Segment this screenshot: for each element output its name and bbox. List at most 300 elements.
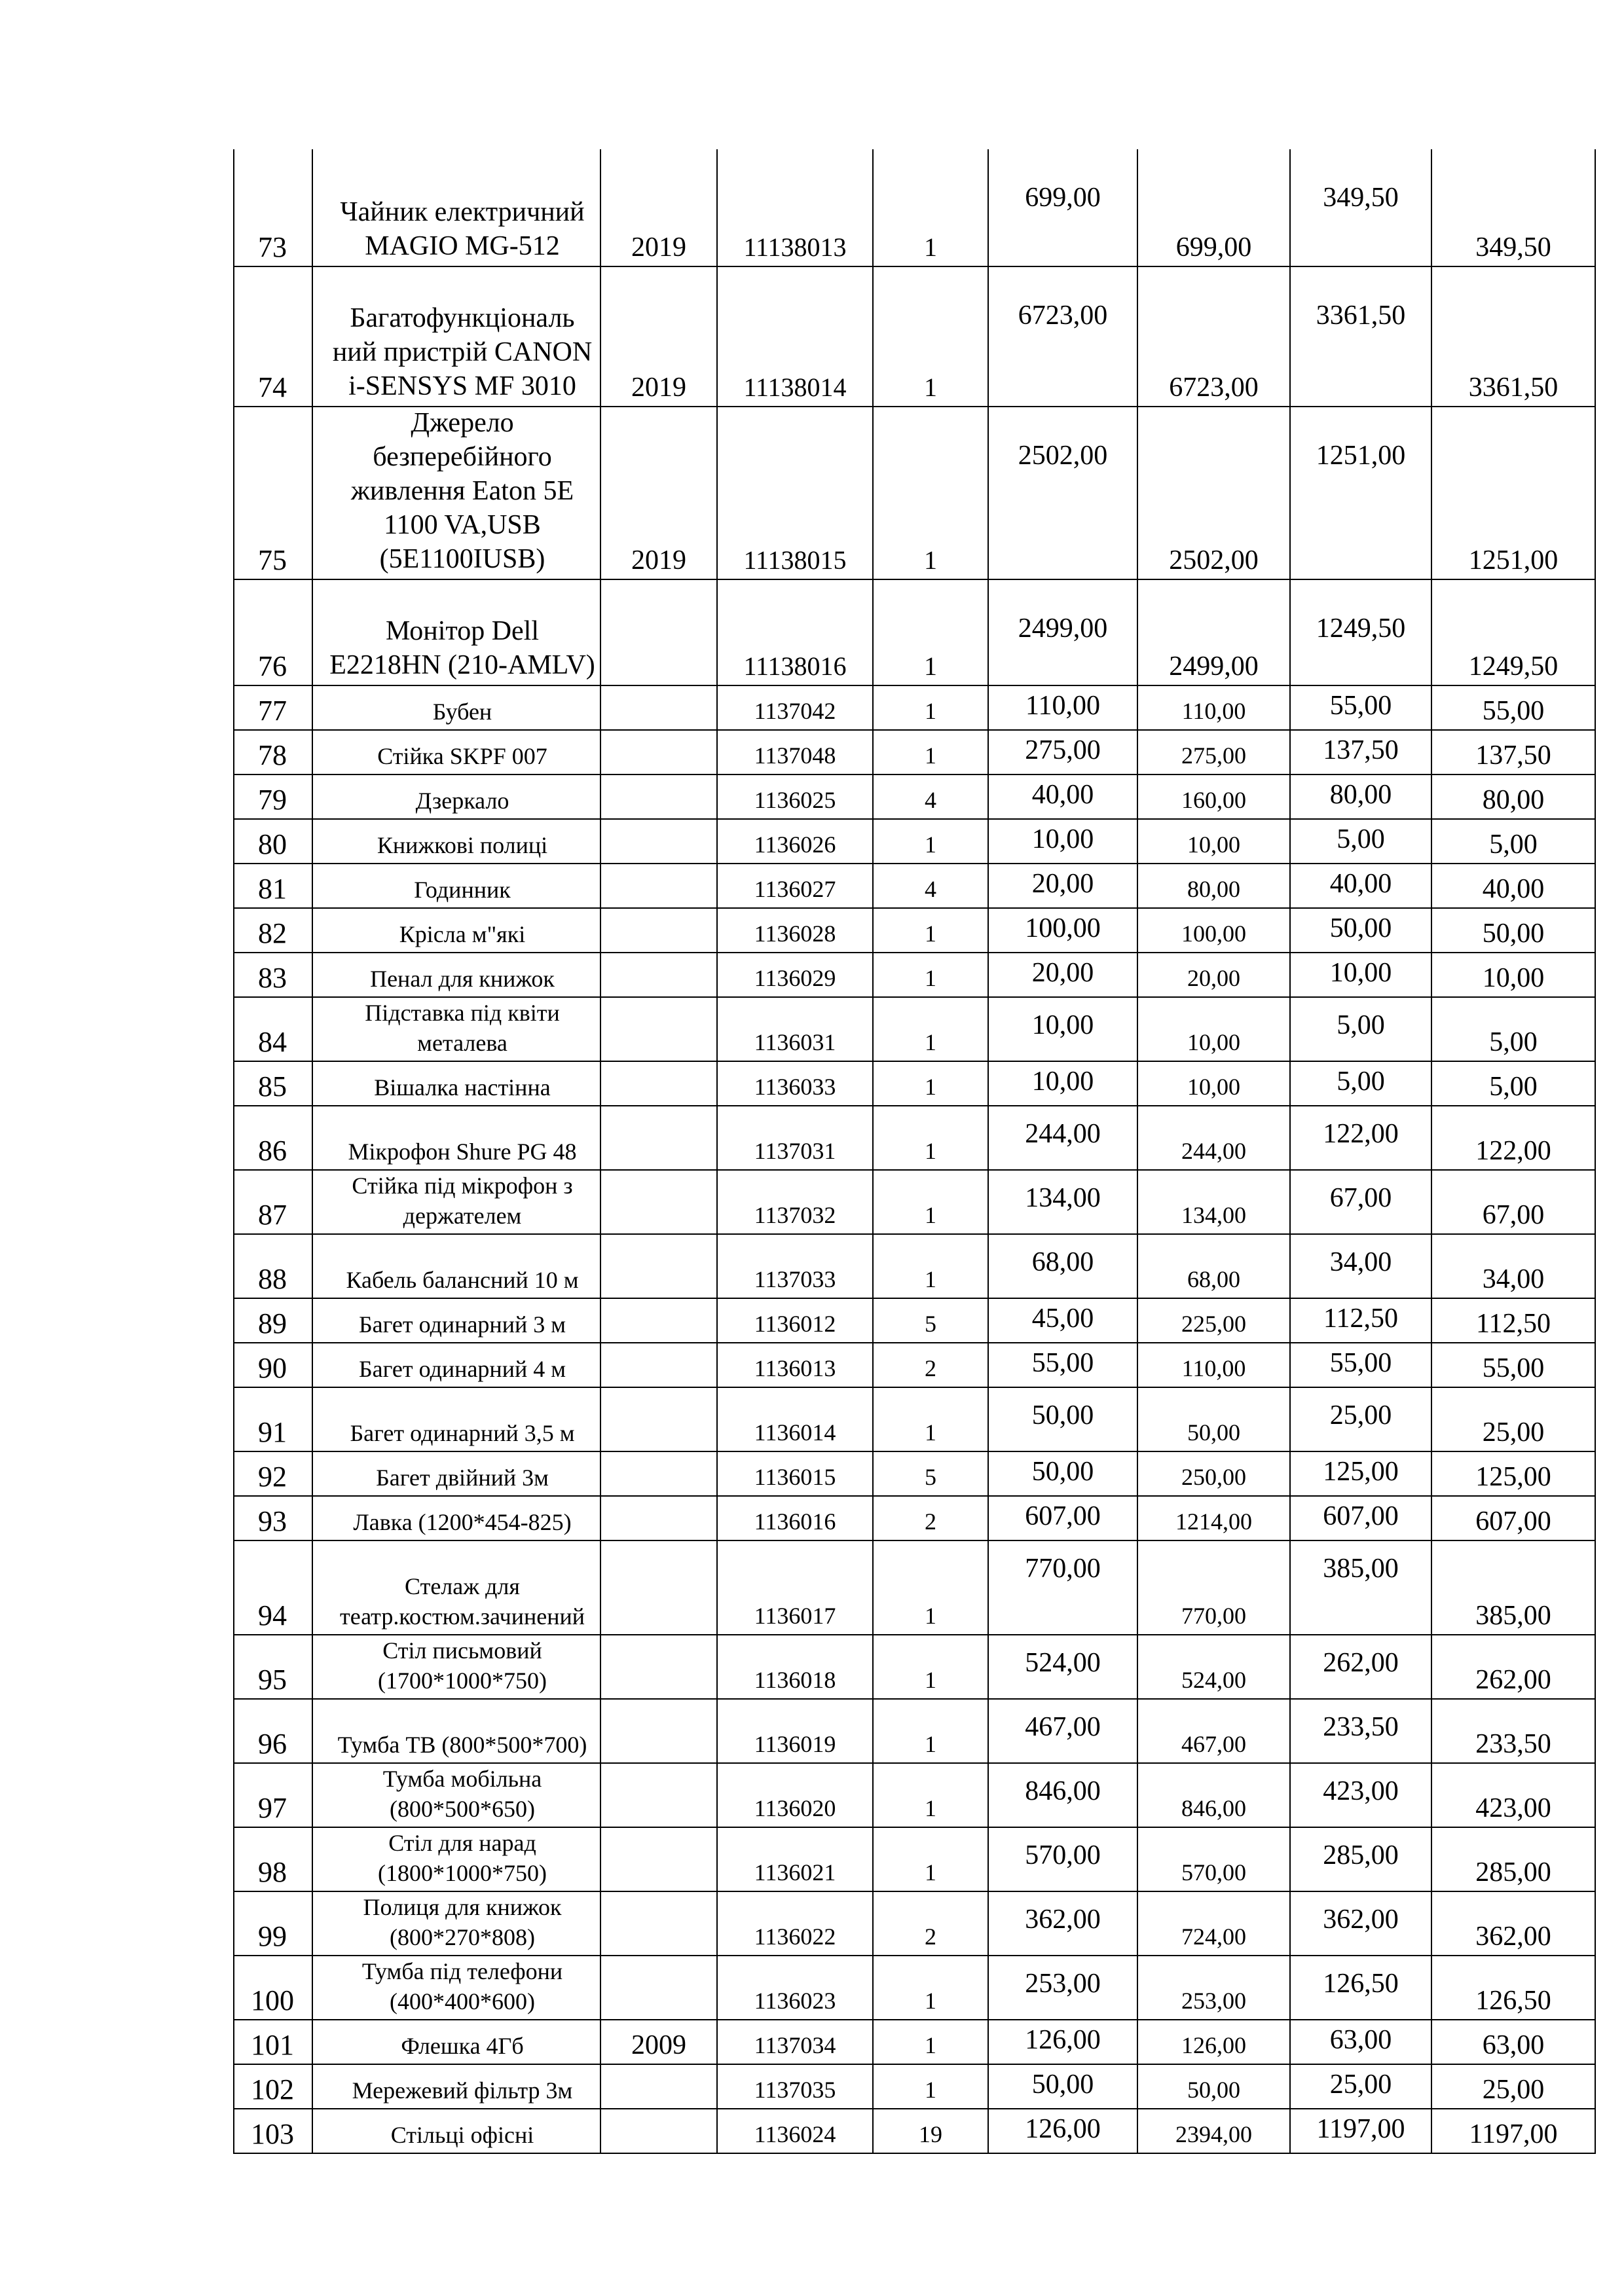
- item-quantity: 1: [925, 1731, 936, 1757]
- unit-price: 55,00: [1031, 1348, 1094, 1378]
- inventory-number-cell: [717, 2109, 873, 2153]
- item-quantity: 1: [925, 1859, 936, 1886]
- inventory-number-cell: [717, 1298, 873, 1343]
- unit-price-cell: [988, 1635, 1137, 1699]
- depreciation-value: 25,00: [1329, 2069, 1392, 2100]
- total-sum-cell: [1137, 407, 1290, 579]
- item-year-cell: [600, 1699, 717, 1763]
- item-name: Джерело безперебійного живлення Eaton 5E 1100 VA,USB (5E1100IUSB): [350, 408, 574, 574]
- unit-price: 50,00: [1031, 2069, 1094, 2100]
- item-quantity-cell: [873, 908, 988, 953]
- table-row: [234, 407, 1595, 579]
- unit-price-cell: [988, 1699, 1137, 1763]
- item-year-cell: [600, 2020, 717, 2064]
- depreciation-value-cell: [1290, 1298, 1431, 1343]
- inventory-number: 1136027: [754, 876, 836, 902]
- depreciation-value-cell: [1290, 730, 1431, 774]
- item-quantity-cell: [873, 266, 988, 407]
- item-quantity-cell: [873, 1699, 988, 1763]
- item-name-cell: [312, 997, 600, 1061]
- item-name-cell: [312, 1170, 600, 1234]
- depreciation-value-cell: [1290, 579, 1431, 685]
- depreciation-value-cell: [1290, 953, 1431, 997]
- residual-value: 25,00: [1482, 2075, 1545, 2105]
- inventory-number-cell: [717, 730, 873, 774]
- total-sum-cell: [1137, 266, 1290, 407]
- depreciation-value: 40,00: [1329, 869, 1392, 899]
- unit-price: 467,00: [1025, 1712, 1101, 1742]
- row-number: 80: [258, 828, 287, 860]
- inventory-number-cell: [717, 1061, 873, 1106]
- item-quantity: 1: [925, 1988, 936, 2014]
- residual-value-cell: [1431, 149, 1595, 266]
- inventory-number: 1137032: [754, 1202, 836, 1228]
- item-year: 2019: [631, 545, 686, 575]
- residual-value: 80,00: [1482, 785, 1545, 815]
- depreciation-value: 80,00: [1329, 780, 1392, 810]
- table-row: [234, 1298, 1595, 1343]
- item-year-cell: [600, 149, 717, 266]
- row-number: 91: [258, 1416, 287, 1448]
- total-sum: 467,00: [1181, 1731, 1246, 1757]
- item-quantity: 1: [925, 1419, 936, 1446]
- item-quantity-cell: [873, 1061, 988, 1106]
- depreciation-value-cell: [1290, 997, 1431, 1061]
- residual-value: 67,00: [1482, 1200, 1545, 1230]
- depreciation-value: 349,50: [1323, 183, 1399, 213]
- table-row: [234, 1387, 1595, 1451]
- inventory-table: [233, 149, 1596, 2154]
- item-name-cell: [312, 1540, 600, 1635]
- inventory-number-cell: [717, 1635, 873, 1699]
- inventory-number: 1136029: [754, 965, 836, 991]
- item-year-cell: [600, 997, 717, 1061]
- depreciation-value-cell: [1290, 266, 1431, 407]
- table-row: [234, 149, 1595, 266]
- total-sum-cell: [1137, 1106, 1290, 1170]
- total-sum: 110,00: [1181, 698, 1246, 724]
- inventory-number-cell: [717, 864, 873, 908]
- item-name: Тумба під телефони (400*400*600): [361, 1958, 563, 2014]
- residual-value-cell: [1431, 1699, 1595, 1763]
- inventory-number: 1136012: [754, 1311, 836, 1337]
- unit-price-cell: [988, 1496, 1137, 1540]
- inventory-number-cell: [717, 1106, 873, 1170]
- total-sum-cell: [1137, 685, 1290, 730]
- item-name-cell: [312, 1387, 600, 1451]
- item-name: Стійка SKPF 007: [377, 743, 547, 769]
- row-number-cell: [234, 2020, 312, 2064]
- inventory-number-cell: [717, 953, 873, 997]
- row-number: 92: [258, 1461, 287, 1493]
- residual-value-cell: [1431, 1234, 1595, 1298]
- inventory-number: 1136033: [754, 1074, 836, 1100]
- depreciation-value-cell: [1290, 685, 1431, 730]
- item-quantity: 1: [925, 1266, 936, 1292]
- inventory-number: 1136013: [754, 1355, 836, 1381]
- item-quantity: 1: [924, 373, 937, 402]
- item-quantity: 19: [919, 2121, 942, 2147]
- item-year-cell: [600, 1343, 717, 1387]
- item-name: Чайник електричний MAGIO MG-512: [340, 197, 585, 261]
- total-sum: 2394,00: [1175, 2121, 1252, 2147]
- table-row: [234, 1891, 1595, 1956]
- residual-value: 233,50: [1475, 1729, 1551, 1759]
- depreciation-value: 55,00: [1329, 1348, 1392, 1378]
- item-quantity-cell: [873, 1106, 988, 1170]
- inventory-number: 1136026: [754, 831, 836, 858]
- row-number: 84: [258, 1026, 287, 1058]
- row-number-cell: [234, 407, 312, 579]
- depreciation-value-cell: [1290, 1061, 1431, 1106]
- total-sum-cell: [1137, 908, 1290, 953]
- item-name-cell: [312, 864, 600, 908]
- inventory-number: 1136025: [754, 787, 836, 813]
- unit-price: 275,00: [1025, 735, 1101, 765]
- table-row: [234, 774, 1595, 819]
- item-quantity-cell: [873, 407, 988, 579]
- row-number: 95: [258, 1664, 287, 1696]
- residual-value: 285,00: [1475, 1857, 1551, 1887]
- unit-price: 100,00: [1025, 913, 1101, 943]
- row-number-cell: [234, 1343, 312, 1387]
- item-quantity: 1: [925, 1202, 936, 1228]
- item-name: Багет двійний 3м: [376, 1465, 549, 1491]
- total-sum: 846,00: [1181, 1795, 1246, 1821]
- inventory-number-cell: [717, 407, 873, 579]
- inventory-number: 1136022: [754, 1923, 836, 1950]
- inventory-number: 1136021: [754, 1859, 836, 1886]
- inventory-number: 1136015: [754, 1464, 836, 1490]
- row-number-cell: [234, 1763, 312, 1827]
- item-name: Стелаж для театр.костюм.зачинений: [339, 1573, 585, 1630]
- item-year-cell: [600, 730, 717, 774]
- total-sum-cell: [1137, 953, 1290, 997]
- inventory-number: 1137031: [754, 1138, 836, 1164]
- unit-price-cell: [988, 1763, 1137, 1827]
- depreciation-value: 50,00: [1329, 913, 1392, 943]
- item-name-cell: [312, 1956, 600, 2020]
- residual-value: 1251,00: [1468, 545, 1559, 575]
- total-sum: 1214,00: [1175, 1508, 1252, 1535]
- item-name: Книжкові полиці: [377, 832, 548, 858]
- table-row: [234, 997, 1595, 1061]
- item-name-cell: [312, 2064, 600, 2109]
- inventory-number: 1136018: [754, 1667, 836, 1693]
- depreciation-value-cell: [1290, 1106, 1431, 1170]
- item-name: Багет одинарний 3,5 м: [350, 1420, 575, 1446]
- row-number: 90: [258, 1352, 287, 1384]
- row-number-cell: [234, 730, 312, 774]
- item-quantity: 5: [925, 1464, 936, 1490]
- residual-value-cell: [1431, 1170, 1595, 1234]
- item-name-cell: [312, 407, 600, 579]
- inventory-number-cell: [717, 1170, 873, 1234]
- item-name-cell: [312, 1891, 600, 1956]
- total-sum-cell: [1137, 1234, 1290, 1298]
- row-number: 73: [258, 231, 287, 263]
- residual-value-cell: [1431, 407, 1595, 579]
- table-row: [234, 1106, 1595, 1170]
- row-number-cell: [234, 953, 312, 997]
- table-row: [234, 1061, 1595, 1106]
- unit-price-cell: [988, 1170, 1137, 1234]
- item-year-cell: [600, 1234, 717, 1298]
- inventory-number-cell: [717, 579, 873, 685]
- residual-value: 5,00: [1489, 829, 1538, 860]
- unit-price: 253,00: [1025, 1969, 1101, 1999]
- item-quantity-cell: [873, 1298, 988, 1343]
- item-quantity: 1: [925, 742, 936, 769]
- inventory-number: 11138016: [743, 651, 847, 681]
- unit-price: 40,00: [1031, 780, 1094, 810]
- row-number: 94: [258, 1599, 287, 1631]
- residual-value: 34,00: [1482, 1264, 1545, 1294]
- total-sum: 225,00: [1181, 1311, 1246, 1337]
- residual-value-cell: [1431, 2020, 1595, 2064]
- item-quantity: 1: [925, 698, 936, 724]
- item-quantity-cell: [873, 997, 988, 1061]
- item-year-cell: [600, 1827, 717, 1891]
- item-name: Флешка 4Гб: [401, 2033, 524, 2059]
- inventory-number-cell: [717, 1234, 873, 1298]
- depreciation-value: 423,00: [1323, 1776, 1399, 1806]
- table-row: [234, 1956, 1595, 2020]
- item-name: Кабель балансний 10 м: [346, 1267, 579, 1293]
- item-year-cell: [600, 685, 717, 730]
- row-number-cell: [234, 1298, 312, 1343]
- inventory-number-cell: [717, 685, 873, 730]
- depreciation-value-cell: [1290, 149, 1431, 266]
- item-name-cell: [312, 1061, 600, 1106]
- depreciation-value-cell: [1290, 1763, 1431, 1827]
- table-row: [234, 1827, 1595, 1891]
- row-number-cell: [234, 1170, 312, 1234]
- depreciation-value-cell: [1290, 1387, 1431, 1451]
- depreciation-value-cell: [1290, 1234, 1431, 1298]
- total-sum-cell: [1137, 2109, 1290, 2153]
- item-name: Багет одинарний 4 м: [358, 1356, 566, 1382]
- residual-value-cell: [1431, 1635, 1595, 1699]
- item-name: Стіл письмовий (1700*1000*750): [378, 1637, 547, 1694]
- item-year-cell: [600, 864, 717, 908]
- depreciation-value: 125,00: [1323, 1457, 1399, 1487]
- item-name-cell: [312, 685, 600, 730]
- item-quantity-cell: [873, 1827, 988, 1891]
- residual-value-cell: [1431, 864, 1595, 908]
- table-row: [234, 2064, 1595, 2109]
- row-number: 101: [251, 2029, 294, 2061]
- unit-price: 699,00: [1025, 183, 1101, 213]
- unit-price-cell: [988, 2109, 1137, 2153]
- unit-price-cell: [988, 819, 1137, 864]
- residual-value-cell: [1431, 1061, 1595, 1106]
- depreciation-value: 362,00: [1323, 1904, 1399, 1935]
- item-name-cell: [312, 908, 600, 953]
- table-row: [234, 1234, 1595, 1298]
- residual-value-cell: [1431, 774, 1595, 819]
- depreciation-value: 1197,00: [1316, 2114, 1405, 2144]
- table-row: [234, 819, 1595, 864]
- total-sum: 126,00: [1181, 2032, 1246, 2058]
- table-row: [234, 953, 1595, 997]
- inventory-number: 1136024: [754, 2121, 836, 2147]
- item-quantity: 5: [925, 1311, 936, 1337]
- unit-price: 607,00: [1025, 1501, 1101, 1531]
- item-year-cell: [600, 1635, 717, 1699]
- residual-value: 50,00: [1482, 919, 1545, 949]
- item-name-cell: [312, 1496, 600, 1540]
- item-name: Мережевий фільтр 3м: [352, 2077, 573, 2104]
- residual-value-cell: [1431, 685, 1595, 730]
- item-name-cell: [312, 1635, 600, 1699]
- item-year-cell: [600, 1298, 717, 1343]
- item-year-cell: [600, 1891, 717, 1956]
- item-quantity: 1: [925, 831, 936, 858]
- total-sum: 10,00: [1187, 1074, 1240, 1100]
- depreciation-value-cell: [1290, 864, 1431, 908]
- total-sum-cell: [1137, 1387, 1290, 1451]
- item-quantity: 1: [925, 1667, 936, 1693]
- row-number: 86: [258, 1135, 287, 1167]
- residual-value: 137,50: [1475, 740, 1551, 771]
- item-quantity-cell: [873, 1387, 988, 1451]
- row-number: 103: [251, 2118, 294, 2150]
- item-name: Стійка під мікрофон з держателем: [352, 1173, 573, 1229]
- item-name: Тумба мобільна (800*500*650): [382, 1766, 542, 1822]
- total-sum-cell: [1137, 774, 1290, 819]
- unit-price-cell: [988, 953, 1137, 997]
- residual-value-cell: [1431, 1496, 1595, 1540]
- depreciation-value-cell: [1290, 1635, 1431, 1699]
- total-sum-cell: [1137, 1635, 1290, 1699]
- total-sum: 100,00: [1181, 920, 1246, 947]
- inventory-number-cell: [717, 1891, 873, 1956]
- total-sum: 134,00: [1181, 1202, 1246, 1228]
- item-name: Тумба ТВ (800*500*700): [337, 1732, 587, 1758]
- depreciation-value-cell: [1290, 1451, 1431, 1496]
- residual-value-cell: [1431, 2064, 1595, 2109]
- item-year-cell: [600, 579, 717, 685]
- row-number-cell: [234, 997, 312, 1061]
- residual-value: 63,00: [1482, 2030, 1545, 2060]
- row-number-cell: [234, 266, 312, 407]
- depreciation-value: 137,50: [1323, 735, 1399, 765]
- depreciation-value-cell: [1290, 2020, 1431, 2064]
- item-quantity-cell: [873, 819, 988, 864]
- total-sum: 2502,00: [1169, 545, 1259, 575]
- residual-value: 122,00: [1475, 1136, 1551, 1166]
- item-name-cell: [312, 266, 600, 407]
- depreciation-value-cell: [1290, 1827, 1431, 1891]
- residual-value-cell: [1431, 1343, 1595, 1387]
- inventory-number: 1136023: [754, 1988, 836, 2014]
- inventory-number: 11138013: [743, 232, 847, 262]
- item-year-cell: [600, 1106, 717, 1170]
- depreciation-value: 10,00: [1329, 958, 1392, 988]
- item-quantity-cell: [873, 730, 988, 774]
- unit-price: 110,00: [1025, 691, 1100, 721]
- item-name-cell: [312, 730, 600, 774]
- item-quantity-cell: [873, 953, 988, 997]
- total-sum-cell: [1137, 1540, 1290, 1635]
- residual-value-cell: [1431, 1387, 1595, 1451]
- row-number-cell: [234, 1106, 312, 1170]
- row-number-cell: [234, 1635, 312, 1699]
- unit-price-cell: [988, 1061, 1137, 1106]
- depreciation-value: 262,00: [1323, 1648, 1399, 1678]
- row-number-cell: [234, 1891, 312, 1956]
- depreciation-value-cell: [1290, 774, 1431, 819]
- row-number-cell: [234, 149, 312, 266]
- item-name-cell: [312, 1343, 600, 1387]
- total-sum: 160,00: [1181, 787, 1246, 813]
- total-sum: 68,00: [1187, 1266, 1240, 1292]
- unit-price: 126,00: [1025, 2114, 1101, 2144]
- depreciation-value: 55,00: [1329, 691, 1392, 721]
- row-number-cell: [234, 1540, 312, 1635]
- unit-price: 846,00: [1025, 1776, 1101, 1806]
- table-row: [234, 1451, 1595, 1496]
- item-year-cell: [600, 908, 717, 953]
- residual-value: 423,00: [1475, 1793, 1551, 1823]
- item-quantity: 1: [925, 2077, 936, 2103]
- unit-price-cell: [988, 730, 1137, 774]
- item-quantity-cell: [873, 864, 988, 908]
- item-year-cell: [600, 1170, 717, 1234]
- inventory-number-cell: [717, 1343, 873, 1387]
- item-quantity-cell: [873, 1763, 988, 1827]
- row-number: 93: [258, 1505, 287, 1537]
- inventory-number-cell: [717, 997, 873, 1061]
- residual-value: 112,50: [1476, 1309, 1551, 1339]
- total-sum-cell: [1137, 1451, 1290, 1496]
- item-quantity-cell: [873, 1891, 988, 1956]
- item-name: Вішалка настінна: [374, 1074, 551, 1101]
- residual-value: 125,00: [1475, 1462, 1551, 1492]
- item-name: Стіл для нарад (1800*1000*750): [378, 1830, 547, 1886]
- item-year-cell: [600, 1956, 717, 2020]
- residual-value: 10,00: [1482, 963, 1545, 993]
- item-year: 2019: [631, 373, 686, 403]
- table-row: [234, 1170, 1595, 1234]
- table-row: [234, 908, 1595, 953]
- item-name-cell: [312, 1699, 600, 1763]
- unit-price: 770,00: [1025, 1554, 1101, 1584]
- item-name-cell: [312, 2020, 600, 2064]
- item-quantity: 1: [924, 232, 937, 262]
- item-quantity-cell: [873, 1451, 988, 1496]
- item-year-cell: [600, 407, 717, 579]
- total-sum: 50,00: [1187, 1419, 1240, 1446]
- total-sum: 110,00: [1181, 1355, 1246, 1381]
- item-name: Дзеркало: [415, 788, 509, 814]
- total-sum-cell: [1137, 1763, 1290, 1827]
- item-year-cell: [600, 1540, 717, 1635]
- residual-value-cell: [1431, 579, 1595, 685]
- total-sum: 699,00: [1175, 232, 1252, 263]
- item-name: Годинник: [414, 877, 511, 903]
- row-number: 78: [258, 739, 287, 771]
- unit-price: 2499,00: [1018, 613, 1108, 644]
- residual-value-cell: [1431, 997, 1595, 1061]
- table-row: [234, 2020, 1595, 2064]
- inventory-number: 11138015: [743, 545, 847, 575]
- item-year-cell: [600, 819, 717, 864]
- row-number: 83: [258, 962, 287, 994]
- table-body: [234, 149, 1595, 2153]
- total-sum: 2499,00: [1169, 651, 1259, 682]
